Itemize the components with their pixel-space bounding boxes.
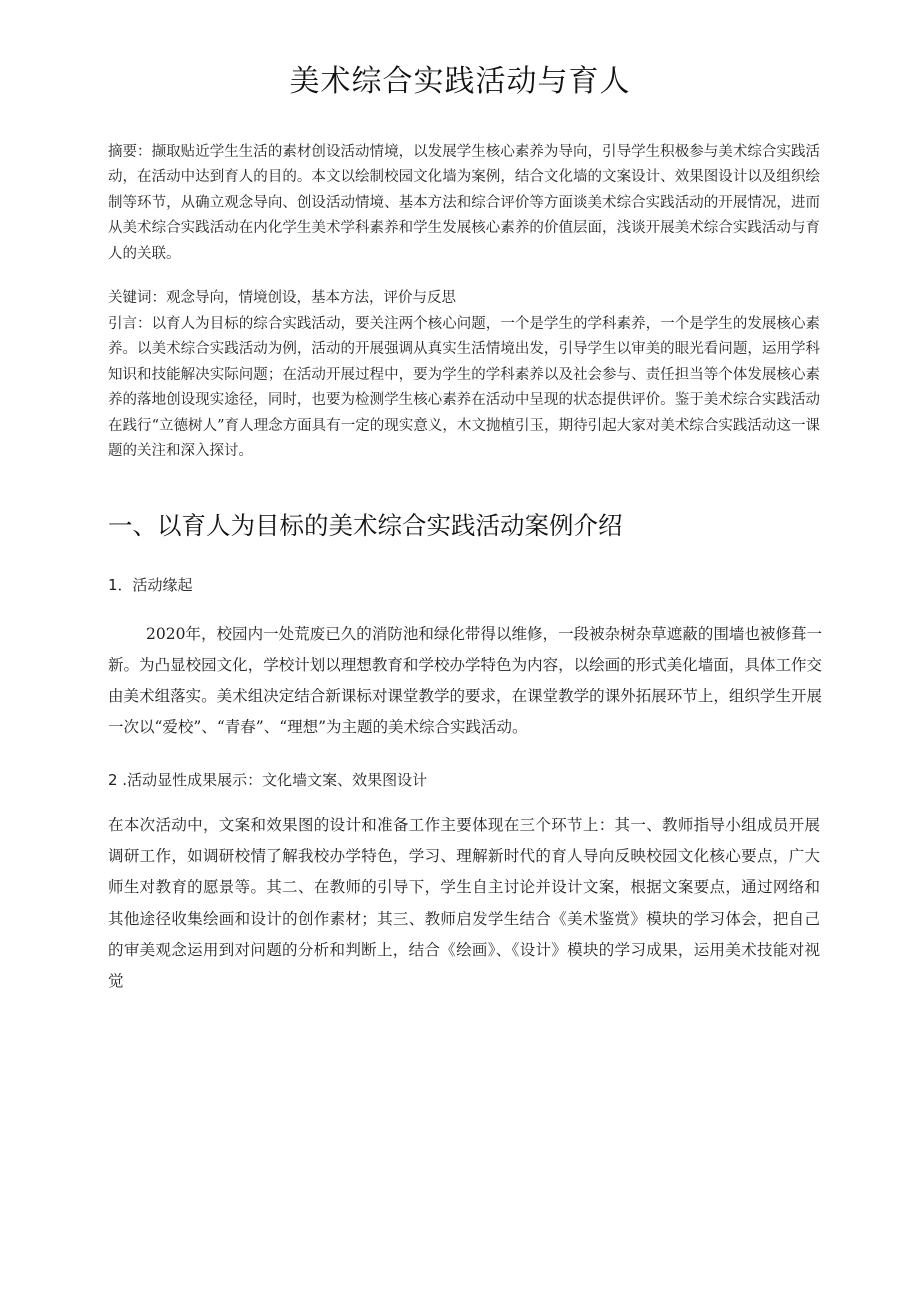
keywords-line: 关键词：观念导向，情境创设，基本方法，评价与反思 [108,290,456,306]
subsection-heading-2: 2 .活动显性成果展示：文化墙文案、效果图设计 [108,771,428,789]
subsection-2-paragraph: 在本次活动中，文案和效果图的设计和准备工作主要体现在三个环节上：其一、教师指导小组成员开展调研工作，如调研校情了解我校办学特色，学习、理解新时代的育人导向反映校园文化核心要点，广大师生对教育的愿景等。其二、在教师的引导下，学生自主讨论并设计文案，根据文案要点，通过网络和其他途径收集绘画和设计的创作素材；其三、教师启发学生结合《美术鉴赏》模块的学习体会，把自己的审美观念运用到对问题的分析和判断上，结合《绘画》、《设计》模块的学习成果，运用美术技能对视觉 [108,816,820,991]
subsection-heading-1: 1．活动缘起 [108,576,193,594]
section-heading-1: 一、以育人为目标的美术综合实践活动案例介绍 [108,511,623,540]
abstract-paragraph: 摘要：撷取贴近学生生活的素材创设活动情境，以发展学生核心素养为导向，引导学生积极参与美术综合实践活动，在活动中达到育人的目的。本文以绘制校园文化墙为案例，结合文化墙的文案设计、效果图设计以及组织绘制等环节，从确立观念导向、创设活动情境、基本方法和综合评价等方面谈美术综合实践活动的开展情况，进而从美术综合实践活动在内化学生美术学科素养和学生发展核心素养的价值层面，浅谈开展美术综合实践活动与育人的关联。 [108,144,820,262]
introduction-paragraph: 引言：以育人为目标的综合实践活动，要关注两个核心问题，一个是学生的学科素养，一个是学生的发展核心素养。以美术综合实践活动为例，活动的开展强调从真实生活情境出发，引导学生以审美的眼光看问题，运用学科知识和技能解决实际问题；在活动开展过程中，要为学生的学科素养以及社会参与、责任担当等个体发展核心素养的落地创设现实途径，同时，也要为检测学生核心素养在活动中呈现的状态提供评价。鉴于美术综合实践活动在践行“立德树人”育人理念方面具有一定的现实意义，木文抛植引玉，期待引起大家对美术综合实践活动这一课题的关注和深入探讨。 [108,316,820,460]
subsection-1-paragraph: 2020年，校园内一处荒废已久的消防池和绿化带得以维修，一段被杂树杂草遮蔽的围墙也被修葺一新。为凸显校园文化，学校计划以理想教育和学校办学特色为内容，以绘画的形式美化墙面，具体工作交由美术组落实。美术组决定结合新课标对课堂教学的要求，在课堂教学的课外拓展环节上，组织学生开展一次以“爱校”、“青春”、“理想”为主题的美术综合实践活动。 [108,625,822,736]
document-title: 美术综合实践活动与育人 [289,64,631,99]
